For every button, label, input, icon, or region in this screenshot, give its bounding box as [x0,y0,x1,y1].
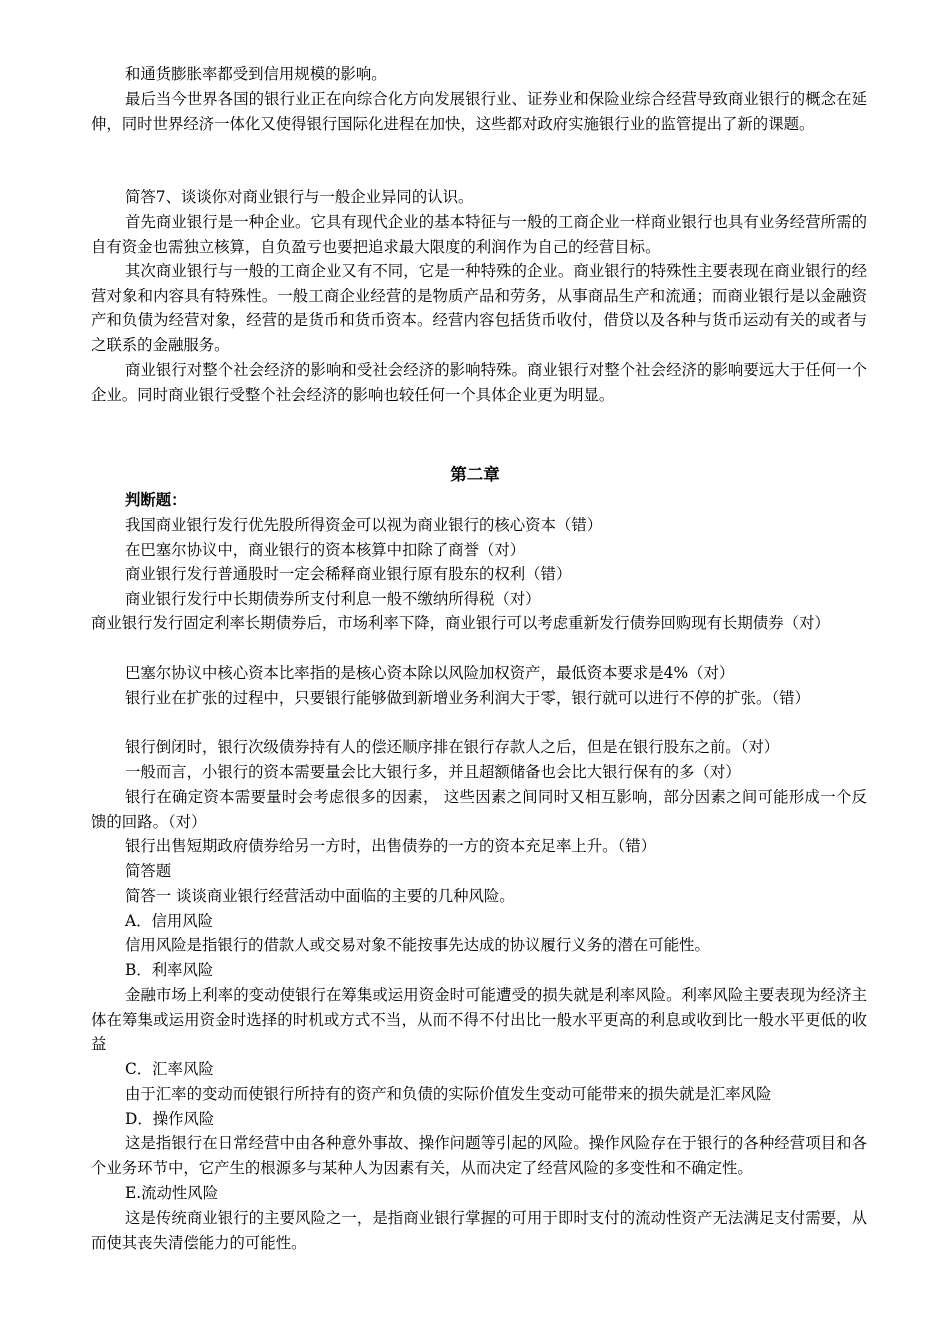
paragraph: 由于汇率的变动而使银行所持有的资产和负债的实际价值发生变动可能带来的损失就是汇率风险 [125,1085,772,1103]
paragraph: 信用风险是指银行的借款人或交易对象不能按事先达成的协议履行义务的潜在可能性。 [125,936,710,954]
judge-item: 商业银行发行固定利率长期债券后，市场利率下降，商业银行可以考虑重新发行债券回购现有长期债券（对） [91,614,830,632]
judge-heading: 判断题： [125,491,187,509]
judge-item: 一般而言，小银行的资本需要量会比大银行多，并且超额储备也会比大银行保有的多（对） [125,763,741,781]
judge-item: 巴塞尔协议中核心资本比率指的是核心资本除以风险加权资产，最低资本要求是4%（对） [125,664,735,682]
question-heading: 简答7、谈谈你对商业银行与一般企业异同的认识。 [125,188,474,206]
risk-label: C．汇率风险 [125,1060,214,1078]
paragraph: 商业银行对整个社会经济的影响和受社会经济的影响特殊。商业银行对整个社会经济的影响要远大于任何一个企业。同时商业银行受整个社会经济的影响也较任何一个具体企业更为明显。 [91,361,867,404]
judge-item: 商业银行发行中长期债券所支付利息一般不缴纳所得税（对） [125,590,541,608]
risk-label: D．操作风险 [125,1110,215,1128]
judge-item: 商业银行发行普通股时一定会稀释商业银行原有股东的权利（错） [125,565,572,583]
short-answer-heading: 简答题 [125,862,172,880]
judge-item: 我国商业银行发行优先股所得资金可以视为商业银行的核心资本（错） [125,516,603,534]
paragraph: 首先商业银行是一种企业。它具有现代企业的基本特征与一般的工商企业一样商业银行也具有业务经营所需的自有资金也需独立核算，自负盈亏也要把追求最大限度的利润作为自己的经营目标。 [91,213,867,256]
chapter-title: 第二章 [450,465,500,484]
paragraph: 最后当今世界各国的银行业正在向综合化方向发展银行业、证券业和保险业综合经营导致商业银行的概念在延伸，同时世界经济一体化又使得银行国际化进程在加快，这些都对政府实施银行业的监管提出了新的课题。 [91,90,867,133]
question-heading: 简答一 谈谈商业银行经营活动中面临的主要的几种风险。 [125,887,515,905]
risk-label: A．信用风险 [125,912,214,930]
judge-item: 在巴塞尔协议中，商业银行的资本核算中扣除了商誉（对） [125,541,526,559]
judge-item: 银行在确定资本需要量时会考虑很多的因素， 这些因素之间同时又相互影响，部分因素之间可能形成一个反馈的回路。（对） [91,788,867,831]
paragraph: 其次商业银行与一般的工商企业又有不同，它是一种特殊的企业。商业银行的特殊性主要表现在商业银行的经营对象和内容具有特殊性。一般工商企业经营的是物质产品和劳务，从事商品生产和流通；而商业银行是以金融资产和负债为经营对象，经营的是货币和货币资本。经营内容包括货币收付，借贷以及各种与货币运动有关的或者与之联系的金融服务。 [91,262,867,354]
paragraph: 这是指银行在日常经营中由各种意外事故、操作问题等引起的风险。操作风险存在于银行的各种经营项目和各个业务环节中，它产生的根源多与某种人为因素有关，从而决定了经营风险的多变性和不确定性。 [91,1134,867,1177]
paragraph: 和通货膨胀率都受到信用规模的影响。 [125,65,387,83]
paragraph: 这是传统商业银行的主要风险之一，是指商业银行掌握的可用于即时支付的流动性资产无法满足支付需要，从而使其丧失清偿能力的可能性。 [91,1209,867,1252]
paragraph: 金融市场上利率的变动使银行在筹集或运用资金时可能遭受的损失就是利率风险。利率风险主要表现为经济主体在筹集或运用资金时选择的时机或方式不当，从而不得不付出比一般水平更高的利息或收到比一般水平更低的收益 [91,986,867,1054]
risk-label: B．利率风险 [125,961,214,979]
judge-item: 银行业在扩张的过程中，只要银行能够做到新增业务利润大于零，银行就可以进行不停的扩张。（错） [125,689,810,707]
judge-item: 银行倒闭时，银行次级债券持有人的偿还顺序排在银行存款人之后，但是在银行股东之前。（对） [125,738,780,756]
judge-item: 银行出售短期政府债券给另一方时，出售债券的一方的资本充足率上升。（错） [125,837,656,855]
risk-label: E.流动性风险 [125,1184,219,1202]
